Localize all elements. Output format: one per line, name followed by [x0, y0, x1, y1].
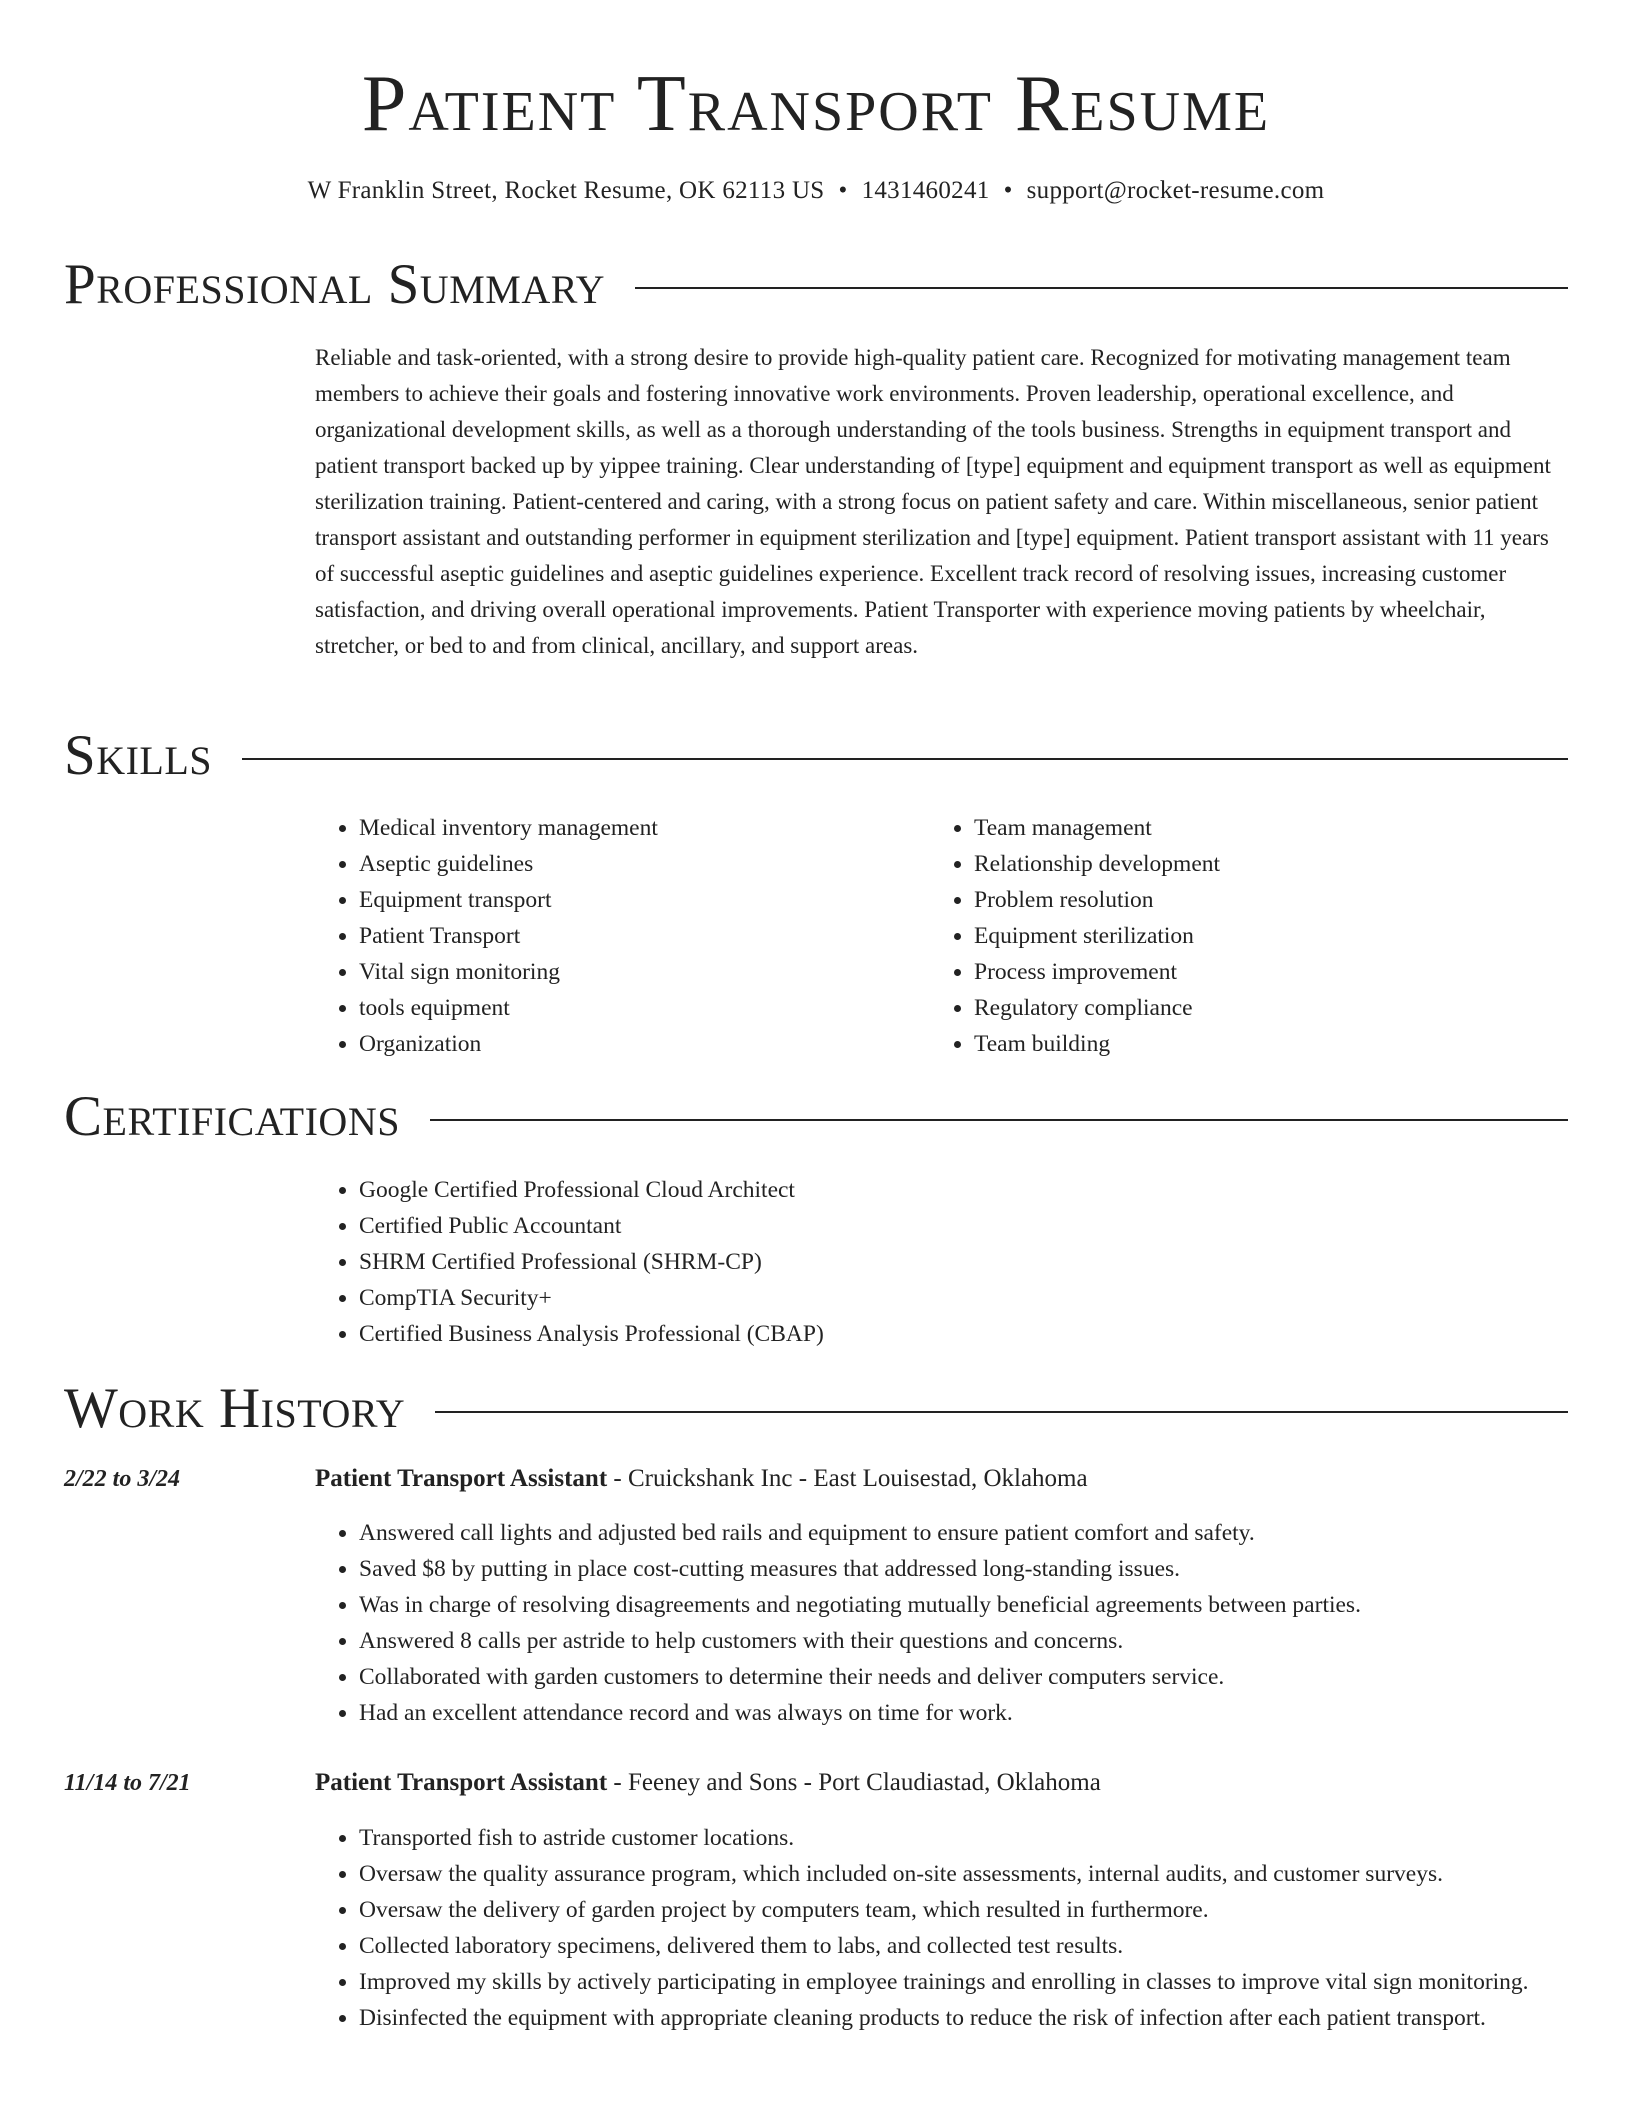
skill-item: • Team management [974, 810, 1490, 846]
section-divider [430, 1119, 1568, 1121]
skill-item: • Relationship development [974, 846, 1490, 882]
skill-item: • Medical inventory management [359, 810, 875, 846]
job-duties-list [315, 1515, 1577, 1731]
skill-item: • Vital sign monitoring [359, 954, 875, 990]
skill-item: • Patient Transport [359, 918, 875, 954]
skills-right-column [930, 810, 1490, 1062]
job-dates: 2/22 to 3/24 [64, 1466, 181, 1492]
skill-item: • Problem resolution [974, 882, 1490, 918]
skills-heading: Skills [64, 724, 213, 787]
certification-item: • Google Certified Professional Cloud Architect [359, 1172, 1315, 1208]
job-duty-item: • Answered 8 calls per astride to help customers with their questions and concerns. [359, 1623, 1577, 1659]
certification-item: • Certified Public Accountant [359, 1208, 1315, 1244]
section-divider [635, 287, 1568, 289]
skill-item: • Aseptic guidelines [359, 846, 875, 882]
skill-item: • Organization [359, 1026, 875, 1062]
certifications-section-header [64, 1082, 1568, 1152]
work-history-heading: Work History [64, 1377, 406, 1440]
certifications-block [315, 1172, 1315, 1352]
skills-section-header [64, 721, 1568, 791]
skill-item: • tools equipment [359, 990, 875, 1026]
contact-line [0, 174, 1632, 208]
work-history-section-header [64, 1374, 1568, 1444]
job-duties [315, 1820, 1577, 2036]
section-divider [435, 1411, 1568, 1413]
job-duty-item: • Was in charge of resolving disagreements and negotiating mutually beneficial agreements between parties. [359, 1587, 1577, 1623]
contact-address: W Franklin Street, Rocket Resume, OK 62113 US [307, 177, 825, 204]
summary-section-header [64, 250, 1568, 320]
certification-item: • SHRM Certified Professional (SHRM-CP) [359, 1244, 1315, 1280]
skills-left-column [315, 810, 875, 1062]
job-title-line [315, 1462, 1571, 1496]
job-duty-item: • Collaborated with garden customers to determine their needs and deliver computers service. [359, 1659, 1577, 1695]
job-duty-item: • Saved $8 by putting in place cost-cutting measures that addressed long-standing issues. [359, 1551, 1577, 1587]
certification-item: • CompTIA Security+ [359, 1280, 1315, 1316]
job-duties-list [315, 1820, 1577, 2036]
skill-item: • Process improvement [974, 954, 1490, 990]
contact-email: support@rocket-resume.com [1026, 177, 1325, 204]
job-duty-item: • Oversaw the delivery of garden project by computers team, which resulted in furthermore. [359, 1892, 1577, 1928]
job-employer-location: - Feeney and Sons - Port Claudiastad, Oklahoma [607, 1769, 1101, 1796]
job-duties [315, 1515, 1577, 1731]
job-duty-item: • Answered call lights and adjusted bed rails and equipment to ensure patient comfort and safety. [359, 1515, 1577, 1551]
certifications-heading: Certifications [64, 1085, 400, 1148]
section-divider [242, 758, 1568, 760]
job-role: Patient Transport Assistant [315, 1465, 608, 1492]
job-employer-location: - Cruickshank Inc - East Louisestad, Oklahoma [607, 1465, 1088, 1492]
job-dates: 11/14 to 7/21 [64, 1770, 191, 1796]
skill-item: • Regulatory compliance [974, 990, 1490, 1026]
job-duty-item: • Improved my skills by actively participating in employee trainings and enrolling in classes to improve vital sign monitoring. [359, 1964, 1577, 2000]
job-title-line [315, 1766, 1571, 1800]
skill-item: • Equipment sterilization [974, 918, 1490, 954]
skills-list-left [315, 810, 875, 1062]
job-duty-item: • Collected laboratory specimens, delivered them to labs, and collected test results. [359, 1928, 1577, 1964]
job-duty-item: • Transported fish to astride customer locations. [359, 1820, 1577, 1856]
contact-separator: • [838, 177, 848, 204]
contact-separator: • [1003, 177, 1013, 204]
job-duty-item: • Disinfected the equipment with appropriate cleaning products to reduce the risk of infection after each patient transport. [359, 2000, 1577, 2036]
summary-text: Reliable and task-oriented, with a strong desire to provide high-quality patient care. Recognized for motivating management team members to achieve their goals and fostering innovative work environments. Proven leadership, operational excellence, and organizational development skills, as well as a thorough understanding of the tools business. Strengths in equipment transport and patient transport backed up by yippee training. Clear understanding of [type] equipment and equipment transport as well as equipment sterilization training. Patient-centered and caring, with a strong focus on patient safety and care. Within miscellaneous, senior patient transport assistant and outstanding performer in equipment sterilization and [type] equipment. Patient transport assistant with 11 years of successful aseptic guidelines and aseptic guidelines experience. Excellent track record of resolving issues, increasing customer satisfaction, and driving overall operational improvements. Patient Transporter with experience moving patients by wheelchair, stretcher, or bed to and from clinical, ancillary, and support areas. [315, 345, 1551, 658]
job-duty-item: • Had an excellent attendance record and was always on time for work. [359, 1695, 1577, 1731]
certifications-list [315, 1172, 1315, 1352]
skill-item: • Team building [974, 1026, 1490, 1062]
job-role: Patient Transport Assistant [315, 1769, 608, 1796]
contact-phone: 1431460241 [861, 177, 990, 204]
certification-item: • Certified Business Analysis Professional (CBAP) [359, 1316, 1315, 1352]
job-duty-item: • Oversaw the quality assurance program, which included on-site assessments, internal audits, and customer surveys. [359, 1856, 1577, 1892]
skill-item: • Equipment transport [359, 882, 875, 918]
summary-heading: Professional Summary [64, 253, 606, 316]
resume-title: Patient Transport Resume [361, 60, 1271, 148]
skills-list-right [930, 810, 1490, 1062]
